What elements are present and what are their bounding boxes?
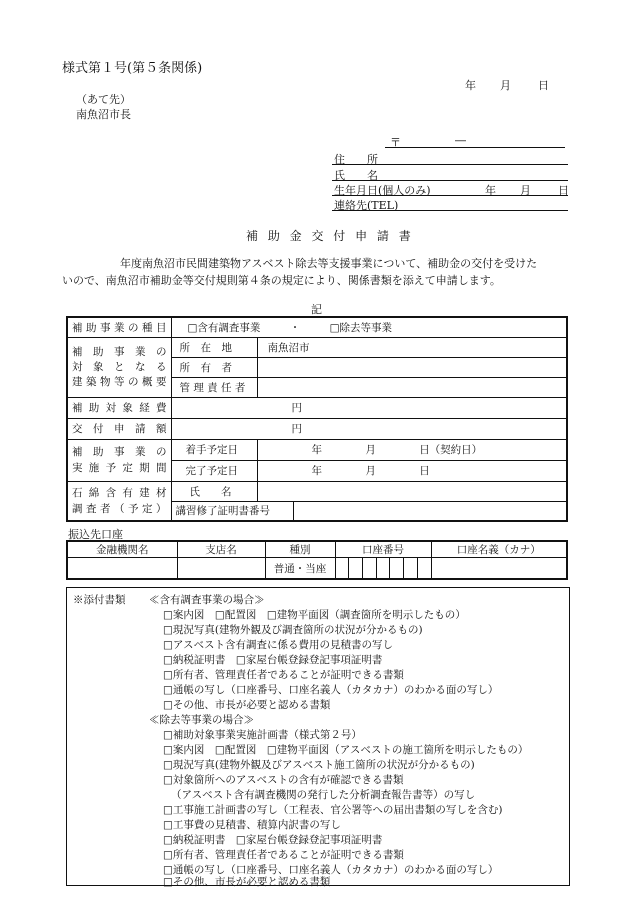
digit-box[interactable] — [336, 558, 350, 578]
surveyor-label — [67, 481, 171, 521]
removal-item: □現況写真(建物外観及びアスベスト施工箇所の状況が分かるもの) — [163, 759, 475, 771]
bank-header-number: 口座番号 — [335, 541, 431, 558]
intro-line-2: いので、南魚沼市補助金等交付規則第４条の規定により、関係書類を添えて申請します。 — [62, 274, 501, 287]
end-month: 月 — [365, 465, 376, 477]
type-separator: ・ — [289, 321, 301, 334]
bank-branch-value[interactable] — [177, 558, 265, 580]
removal-item: □補助対象事業実施計画書（様式第２号） — [163, 729, 362, 741]
postal-dash: ― — [455, 134, 466, 147]
digit-box[interactable] — [404, 558, 418, 578]
postal-underline — [385, 147, 565, 148]
birth-label: 生年月日(個人のみ) — [334, 184, 431, 197]
cost-value[interactable] — [171, 397, 567, 418]
digit-box[interactable] — [390, 558, 404, 578]
survey-heading: ≪含有調査事業の場合≫ — [149, 594, 265, 606]
bank-table — [66, 540, 568, 580]
start-value[interactable] — [257, 439, 567, 460]
birth-year: 年 — [485, 184, 496, 197]
digit-box[interactable] — [349, 558, 363, 578]
bank-institution-value[interactable] — [67, 558, 177, 580]
surveyor-name-label: 氏 名 — [171, 481, 257, 501]
postal-mark: 〒 — [390, 136, 401, 149]
removal-item: □納税証明書 □家屋台帳登録登記事項証明書 — [163, 834, 383, 846]
date-year: 年 — [465, 79, 476, 92]
end-day: 日 — [419, 465, 430, 477]
building-label-line: 建築物等の概要 — [72, 375, 167, 388]
location-label: 所 在 地 — [171, 337, 257, 357]
attachments-box — [66, 587, 570, 886]
building-label-line: 補 助 事 業 の — [72, 345, 167, 358]
request-label: 交 付 申 請 額 — [67, 418, 171, 439]
date-day: 日 — [538, 79, 549, 92]
building-label-line: 対 象 と な る — [72, 360, 167, 373]
form-number: 様式第１号(第５条関係) — [62, 61, 203, 76]
intro-line-1: 年度南魚沼市民間建築物アスベスト除去等支援事業について、補助金の交付を受けた — [120, 257, 538, 270]
end-year: 年 — [311, 465, 322, 477]
survey-item: □その他、市長が必要と認める書類 — [163, 699, 331, 711]
contact-label: 連絡先(TEL) — [334, 199, 399, 212]
bank-holder-value[interactable] — [431, 558, 567, 580]
start-month: 月 — [365, 444, 376, 456]
manager-label: 管 理 責 任 者 — [171, 377, 257, 397]
survey-item: □アスベスト含有調査に係る費用の見積書の写し — [163, 639, 393, 651]
surveyor-label-line: 調査者（予定） — [72, 502, 167, 515]
period-label-line: 実施予定期間 — [72, 462, 167, 474]
removal-item: □対象箇所へのアスベストの含有が確認できる書類 — [163, 774, 404, 786]
survey-item: □案内図 □配置図 □建物平面図（調査箇所を明示したもの） — [163, 609, 466, 621]
ki-label: 記 — [311, 303, 322, 316]
main-table — [66, 316, 568, 522]
bank-header-branch: 支店名 — [177, 541, 265, 558]
removal-item: □工事施工計画書の写し（工程表、官公署等への届出書類の写しを含む) — [163, 804, 503, 816]
removal-item: □通帳の写し（口座番号、口座名義人（カタカナ）のわかる面の写し） — [163, 864, 499, 876]
surveyor-label-line: 石綿含有建材 — [72, 486, 167, 499]
address-label: 住 所 — [334, 153, 378, 166]
address-underline — [332, 164, 568, 165]
survey-item: □納税証明書 □家屋台帳登録登記事項証明書 — [163, 654, 383, 666]
location-value[interactable]: 南魚沼市 — [257, 337, 567, 357]
name-underline — [332, 180, 568, 181]
manager-value[interactable] — [257, 377, 567, 397]
name-label: 氏 名 — [334, 169, 378, 182]
digit-box[interactable] — [418, 558, 431, 578]
bank-header-institution: 金融機関名 — [67, 541, 177, 558]
cost-unit: 円 — [291, 402, 302, 414]
bank-header-holder: 口座名義（カナ） — [431, 541, 567, 558]
owner-label: 所 有 者 — [171, 357, 257, 377]
birth-month: 月 — [520, 184, 531, 197]
birth-day: 日 — [558, 184, 569, 197]
addressee-label: （あて先） — [76, 93, 131, 106]
survey-item: □通帳の写し（口座番号、口座名義人（カタカナ）のわかる面の写し） — [163, 684, 499, 696]
birth-underline — [332, 195, 568, 196]
removal-item-last: □その他、市長が必要と認める書類 — [163, 876, 331, 888]
bank-account-type[interactable]: 普通・当座 — [265, 558, 335, 580]
bank-number-value[interactable] — [335, 558, 431, 580]
bank-caption: 振込先口座 — [68, 528, 123, 541]
removal-item: □所有者、管理責任者であることが証明できる書類 — [163, 849, 404, 861]
surveyor-cert-label: 講習修了証明書番号 — [171, 501, 293, 521]
period-label — [67, 439, 171, 481]
end-label: 完了予定日 — [171, 460, 257, 481]
type-options — [171, 317, 567, 337]
removal-item: □案内図 □配置図 □建物平面図（アスベストの施工箇所を明示したもの） — [163, 744, 529, 756]
start-year: 年 — [311, 444, 322, 456]
owner-value[interactable] — [257, 357, 567, 377]
building-label — [67, 337, 171, 397]
removal-item: □工事費の見積書、積算内訳書の写し — [163, 819, 341, 831]
digit-box[interactable] — [363, 558, 377, 578]
cost-label: 補助対象経費 — [67, 397, 171, 418]
document-title: 補 助 金 交 付 申 請 書 — [246, 229, 414, 243]
addressee: 南魚沼市長 — [76, 108, 131, 121]
attachments-label: ※添付書類 — [73, 594, 126, 606]
date-month: 月 — [500, 79, 511, 92]
bank-header-type: 種別 — [265, 541, 335, 558]
removal-heading: ≪除去等事業の場合≫ — [149, 714, 254, 726]
start-day: 日（契約日） — [419, 444, 483, 456]
type-option-removal[interactable]: □除去等事業 — [329, 321, 393, 334]
contact-underline — [332, 210, 568, 211]
end-value[interactable] — [257, 460, 567, 481]
type-option-survey[interactable]: □含有調査事業 — [187, 321, 261, 334]
start-label: 着手予定日 — [171, 439, 257, 460]
account-number-boxes — [336, 558, 431, 578]
request-unit: 円 — [291, 423, 302, 435]
digit-box[interactable] — [377, 558, 391, 578]
survey-item: □現況写真(建物外観及び調査箇所の状況が分かるもの) — [163, 624, 423, 636]
surveyor-cert-value[interactable] — [293, 501, 567, 521]
removal-item: （アスベスト含有調査機関の発行した分析調査報告書等）の写し — [171, 789, 476, 801]
request-value[interactable] — [171, 418, 567, 439]
type-label: 補助事業の種目 — [67, 317, 171, 337]
period-label-line: 補 助 事 業 の — [72, 446, 167, 458]
survey-item: □所有者、管理責任者であることが証明できる書類 — [163, 669, 404, 681]
surveyor-name-value[interactable] — [257, 481, 567, 501]
